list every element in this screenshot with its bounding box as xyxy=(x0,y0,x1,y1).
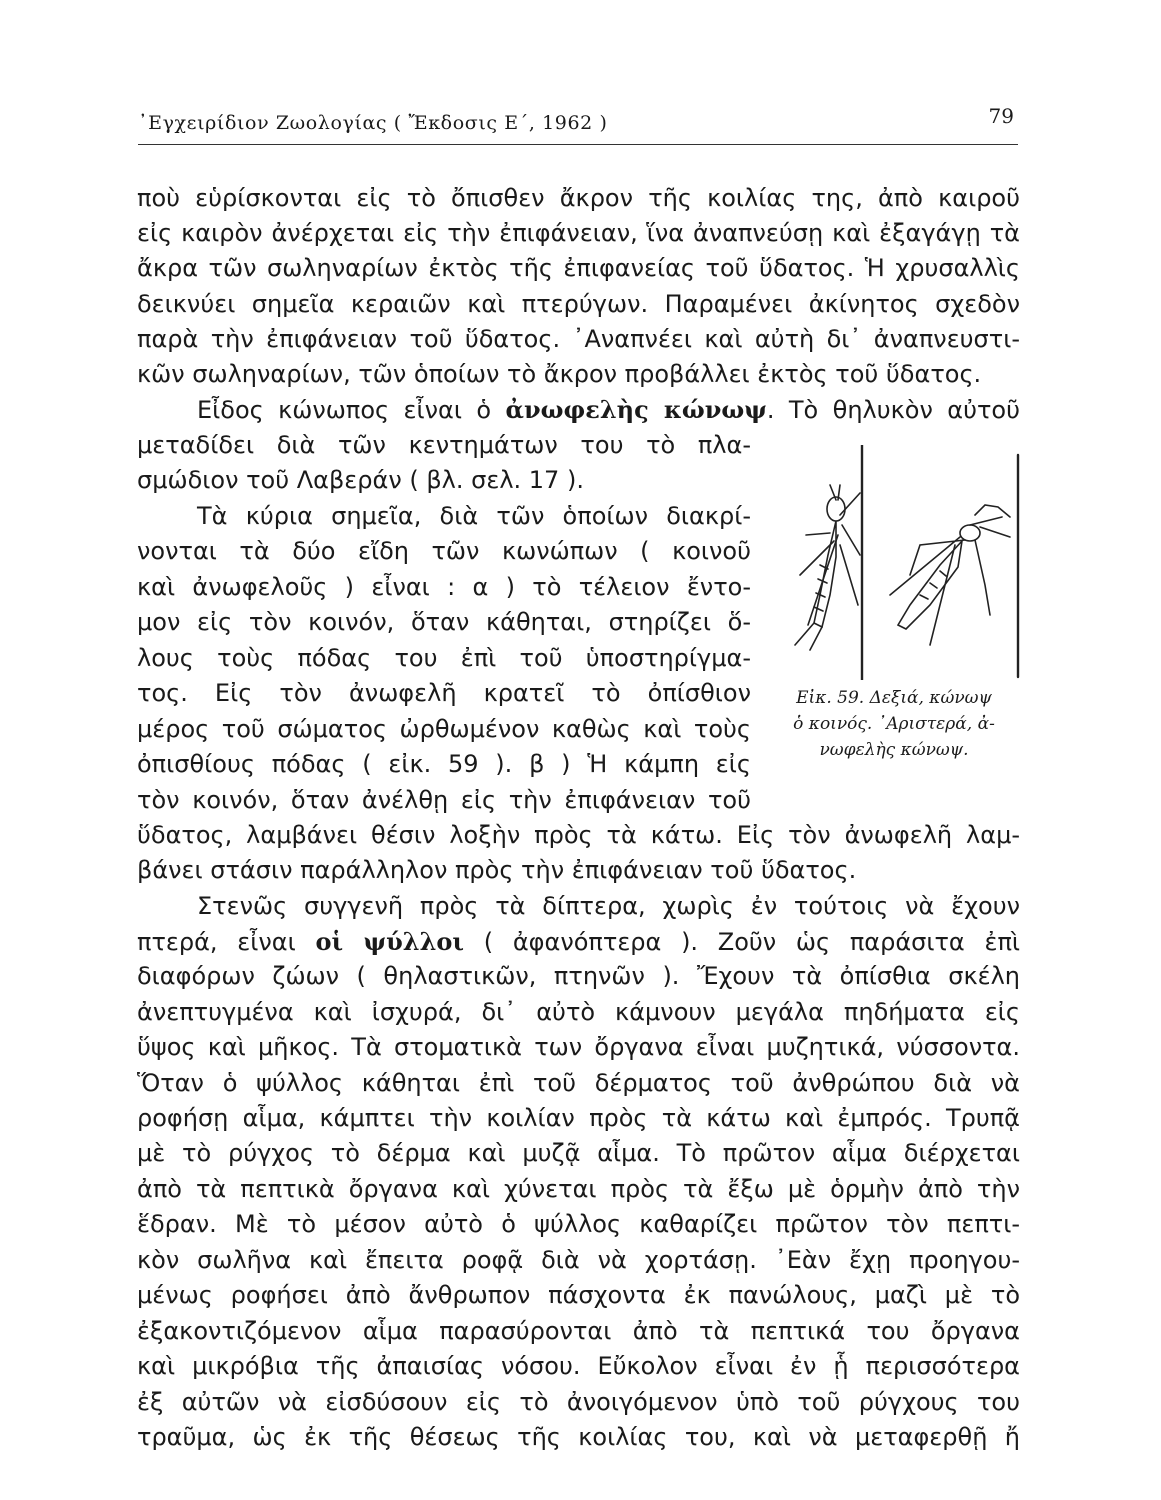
text-line xyxy=(137,391,1020,428)
anopheles-mosquito-drawing xyxy=(795,485,860,650)
text-line: τος. Εἰς τὸν ἀνωφελῆ κρατεῖ τὸ ὀπίσθιον xyxy=(137,679,751,707)
text-line: μὲ τὸ ρύγχος τὸ δέρμα καὶ μυζᾷ αἷμα. Τὸ πρῶτον αἷμα διέρχεται xyxy=(137,1139,1020,1167)
text-line: σμώδιον τοῦ Λαβεράν ( βλ. σελ. 17 ). xyxy=(137,466,584,494)
text-span: ( ἀφανόπτερα ). Ζοῦν ὡς παράσιτα ἐπὶ xyxy=(483,928,1021,956)
text-span: . Τὸ θηλυκὸν αὐτοῦ xyxy=(766,396,1021,424)
text-line: Τὰ κύρια σημεῖα, διὰ τῶν ὁποίων διακρί- xyxy=(197,502,751,530)
text-line: ὕψος καὶ μῆκος. Τὰ στοματικὰ των ὄργανα εἶναι μυζητικά, νύσσοντα. xyxy=(137,1033,1020,1061)
caption-line: Εἰκ. 59. Δεξιά, κώνωψ xyxy=(796,688,992,708)
text-line: τραῦμα, ὡς ἐκ τῆς θέσεως τῆς κοιλίας του, καὶ νὰ μεταφερθῇ ἤ xyxy=(137,1423,1020,1451)
text-line: ποὺ εὑρίσκονται εἰς τὸ ὄπισθεν ἄκρον τῆς κοιλίας της, ἀπὸ καιροῦ xyxy=(137,184,1020,212)
text-line: κὸν σωλῆνα καὶ ἔπειτα ροφᾷ διὰ νὰ χορτάσῃ. ᾿Εὰν ἔχῃ προηγου- xyxy=(137,1246,1020,1274)
text-line: μον εἰς τὸν κοινόν, ὅταν κάθηται, στηρίζει ὅ- xyxy=(137,608,751,636)
text-line: ἐξακοντιζόμενον αἷμα παρασύρονται ἀπὸ τὰ πεπτικά του ὄργανα xyxy=(137,1317,1020,1345)
text-line: λους τοὺς πόδας του ἐπὶ τοῦ ὑποστηρίγμα- xyxy=(137,644,751,672)
text-span: πτερά, εἶναι xyxy=(137,928,296,956)
text-line: μένως ροφήσει ἀπὸ ἄνθρωπον πάσχοντα ἐκ πανώλους, μαζὶ μὲ τὸ xyxy=(137,1281,1020,1309)
text-line: κῶν σωληναρίων, τῶν ὁποίων τὸ ἄκρον προβάλλει ἐκτὸς τοῦ ὕδατος. xyxy=(137,360,982,388)
text-line: Ὅταν ὁ ψύλλος κάθηται ἐπὶ τοῦ δέρματος τοῦ ἀνθρώπου διὰ νὰ xyxy=(137,1069,1020,1097)
text-line: καὶ μικρόβια τῆς ἀπαισίας νόσου. Εὔκολον εἶναι ἐν ᾗ περισσότερα xyxy=(137,1352,1020,1380)
running-header xyxy=(138,104,1018,145)
text-line: καὶ ἀνωφελοῦς ) εἶναι : α ) τὸ τέλειον ἔντο- xyxy=(137,573,751,601)
text-line: ἄκρα τῶν σωληναρίων ἐκτὸς τῆς ἐπιφανείας τοῦ ὕδατος. Ἡ χρυσαλλὶς xyxy=(137,254,1020,282)
text-line: διαφόρων ζώων ( θηλαστικῶν, πτηνῶν ). Ἔχουν τὰ ὀπίσθια σκέλη xyxy=(137,962,1020,990)
text-line: τὸν κοινόν, ὅταν ἀνέλθῃ εἰς τὴν ἐπιφάνειαν τοῦ xyxy=(137,786,751,814)
text-line: ἕδραν. Μὲ τὸ μέσον αὐτὸ ὁ ψύλλος καθαρίζει πρῶτον τὸν πεπτι- xyxy=(137,1210,1020,1238)
term-fleas: οἱ ψύλλοι xyxy=(315,927,465,956)
header-title: ᾿Εγχειρίδιον Ζωολογίας ( Ἔκδοσις Ε΄, 1962 ) xyxy=(138,112,608,134)
text-line xyxy=(137,923,1020,960)
text-line: μέρος τοῦ σώματος ὠρθωμένον καθὼς καὶ τοὺς xyxy=(137,715,751,743)
mosquito-figure xyxy=(770,445,1030,680)
figure-caption xyxy=(770,685,1018,763)
text-line: εἰς καιρὸν ἀνέρχεται εἰς τὴν ἐπιφάνειαν, ἵνα ἀναπνεύσῃ καὶ ἐξαγάγῃ τὰ xyxy=(137,219,1020,247)
text-line: ὀπισθίους πόδας ( εἰκ. 59 ). β ) Ἡ κάμπη εἰς xyxy=(137,750,751,778)
text-line: Στενῶς συγγενῆ πρὸς τὰ δίπτερα, χωρὶς ἐν τούτοις νὰ ἔχουν xyxy=(197,892,1020,920)
text-line: βάνει στάσιν παράλληλον πρὸς τὴν ἐπιφάνειαν τοῦ ὕδατος. xyxy=(137,856,857,884)
text-span: Εἶδος κώνωπος εἶναι ὁ xyxy=(197,396,492,424)
text-line: δεικνύει σημεῖα κεραιῶν καὶ πτερύγων. Παραμένει ἀκίνητος σχεδὸν xyxy=(137,290,1020,318)
caption-line: ὁ κοινός. ᾿Αριστερά, ἀ- xyxy=(793,714,995,734)
text-line: μεταδίδει διὰ τῶν κεντημάτων του τὸ πλα- xyxy=(137,431,751,459)
text-line: νονται τὰ δύο εἴδη τῶν κωνώπων ( κοινοῦ xyxy=(137,537,751,565)
text-line: ἐξ αὐτῶν νὰ εἰσδύσουν εἰς τὸ ἀνοιγόμενον ὑπὸ τοῦ ρύγχους του xyxy=(137,1388,1020,1416)
common-mosquito-drawing xyxy=(890,505,1010,645)
term-anopheles: ἀνωφελὴς κώνωψ xyxy=(505,395,767,424)
caption-line: νωφελὴς κώνωψ. xyxy=(819,740,969,760)
text-line: παρὰ τὴν ἐπιφάνειαν τοῦ ὕδατος. ᾿Αναπνέει καὶ αὐτὴ δι᾿ ἀναπνευστι- xyxy=(137,325,1020,353)
text-line: ὕδατος, λαμβάνει θέσιν λοξὴν πρὸς τὰ κάτω. Εἰς τὸν ἀνωφελῆ λαμ- xyxy=(137,821,1020,849)
page-number: 79 xyxy=(988,104,1014,128)
text-line: ἀνεπτυγμένα καὶ ἰσχυρά, δι᾿ αὐτὸ κάμνουν μεγάλα πηδήματα εἰς xyxy=(137,998,1020,1026)
text-line: ἀπὸ τὰ πεπτικὰ ὄργανα καὶ χύνεται πρὸς τὰ ἔξω μὲ ὁρμὴν ἀπὸ τὴν xyxy=(137,1175,1020,1203)
text-line: ροφήσῃ αἷμα, κάμπτει τὴν κοιλίαν πρὸς τὰ κάτω καὶ ἐμπρός. Τρυπᾷ xyxy=(137,1104,1020,1132)
